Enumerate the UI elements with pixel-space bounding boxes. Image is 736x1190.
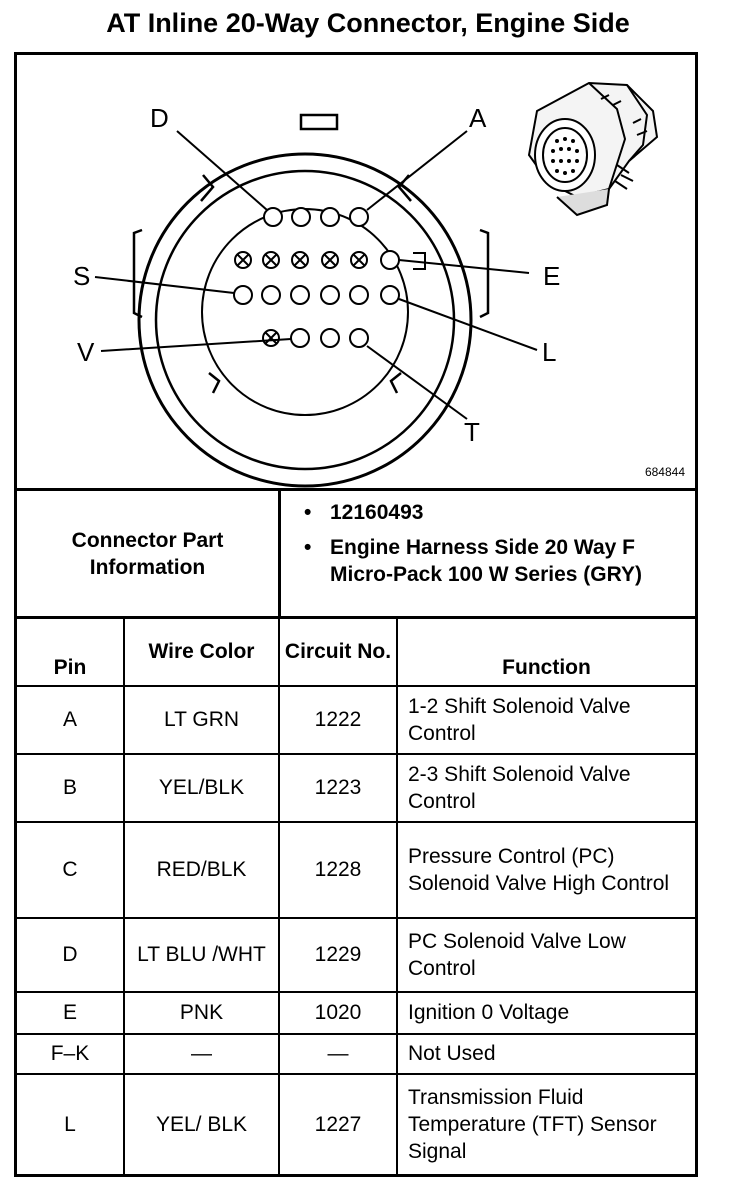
pin-hole-blocked (263, 330, 279, 346)
cell-wire-color: PNK (124, 992, 279, 1034)
cell-wire-color: LT BLU /WHT (124, 918, 279, 992)
leader-s (95, 277, 234, 293)
cell-pin: L (17, 1074, 124, 1174)
pin-hole-row4 (321, 329, 339, 347)
connector-top-key (301, 115, 337, 129)
table-row (17, 918, 695, 992)
connector-notch-lr (391, 373, 401, 393)
cell-wire-color: — (124, 1034, 279, 1074)
label-v: V (77, 337, 95, 367)
cell-circuit: 1229 (279, 918, 397, 992)
leader-t (367, 346, 467, 419)
pin-hole-row1 (264, 208, 282, 226)
cell-circuit: — (279, 1034, 397, 1074)
table-row (17, 1074, 695, 1174)
cell-function: PC Solenoid Valve Low Control (397, 918, 695, 992)
header-function: Function (397, 618, 695, 686)
pin-hole-t (350, 329, 368, 347)
cell-wire-color: YEL/BLK (124, 754, 279, 822)
connector-right-tab (480, 230, 488, 317)
label-t: T (464, 417, 480, 447)
cell-circuit: 1223 (279, 754, 397, 822)
header-circuit: Circuit No. (279, 618, 397, 686)
cell-function: Not Used (397, 1034, 695, 1074)
cell-pin: E (17, 992, 124, 1034)
cell-pin: F–K (17, 1034, 124, 1074)
cell-function: Pressure Control (PC) Solenoid Valve High Control (397, 822, 695, 918)
table-row (17, 686, 695, 754)
pin-hole-row3 (262, 286, 280, 304)
connector-notch-ll (209, 373, 219, 393)
pin-hole-row3 (321, 286, 339, 304)
header-wire-color: Wire Color (124, 618, 279, 686)
cell-pin: B (17, 754, 124, 822)
label-d: D (150, 103, 169, 133)
part-number: • 12160493 (302, 499, 682, 526)
cell-pin: D (17, 918, 124, 992)
cell-wire-color: YEL/ BLK (124, 1074, 279, 1174)
label-a: A (469, 103, 487, 133)
cell-pin: A (17, 686, 124, 754)
label-e: E (543, 261, 561, 291)
cell-circuit: 1020 (279, 992, 397, 1034)
pin-hole-s (234, 286, 252, 304)
connector-thumbnail (529, 83, 657, 215)
pin-hole-v (291, 329, 309, 347)
leader-v (101, 339, 291, 351)
connector-frame (14, 52, 698, 1177)
cell-circuit: 1227 (279, 1074, 397, 1174)
pin-hole-blocked (235, 252, 251, 268)
connector-info-label: Connector Part Information (71, 528, 224, 579)
table-row (17, 822, 695, 918)
table-header-row (17, 618, 695, 686)
cell-function: 2-3 Shift Solenoid Valve Control (397, 754, 695, 822)
cell-circuit: 1228 (279, 822, 397, 918)
pin-hole-row3 (291, 286, 309, 304)
table-row (17, 1034, 695, 1074)
cell-pin: C (17, 822, 124, 918)
pin-hole-blocked (263, 252, 279, 268)
pin-hole-blocked (292, 252, 308, 268)
cell-function: 1-2 Shift Solenoid Valve Control (397, 686, 695, 754)
label-s: S (73, 261, 91, 291)
page-title: AT Inline 20-Way Connector, Engine Side (106, 8, 630, 38)
connector-pin-face (202, 209, 408, 415)
reference-number: 684844 (644, 465, 685, 479)
cell-function: Ignition 0 Voltage (397, 992, 695, 1034)
pin-hole-l (381, 286, 399, 304)
pin-hole-row1 (321, 208, 339, 226)
pin-hole-e (381, 251, 399, 269)
label-l: L (542, 337, 557, 367)
cell-function: Transmission Fluid Temperature (TFT) Sensor Signal (397, 1074, 695, 1174)
connector-info-details (302, 499, 682, 596)
pin-hole-blocked (322, 252, 338, 268)
pin-hole-a (350, 208, 368, 226)
pin-hole-row3 (350, 286, 368, 304)
cell-wire-color: LT GRN (124, 686, 279, 754)
pin-hole-blocked (351, 252, 367, 268)
part-description: • Engine Harness Side 20 Way F Micro-Pack 100 W Series (GRY) (302, 534, 682, 588)
pinout-table (17, 616, 695, 1174)
table-row (17, 992, 695, 1034)
connector-diagram (17, 55, 695, 488)
table-row (17, 754, 695, 822)
info-divider (278, 491, 281, 619)
header-pin: Pin (17, 618, 124, 686)
connector-outer-ring (139, 154, 471, 486)
cell-circuit: 1222 (279, 686, 397, 754)
pin-hole-row1 (292, 208, 310, 226)
cell-wire-color: RED/BLK (124, 822, 279, 918)
